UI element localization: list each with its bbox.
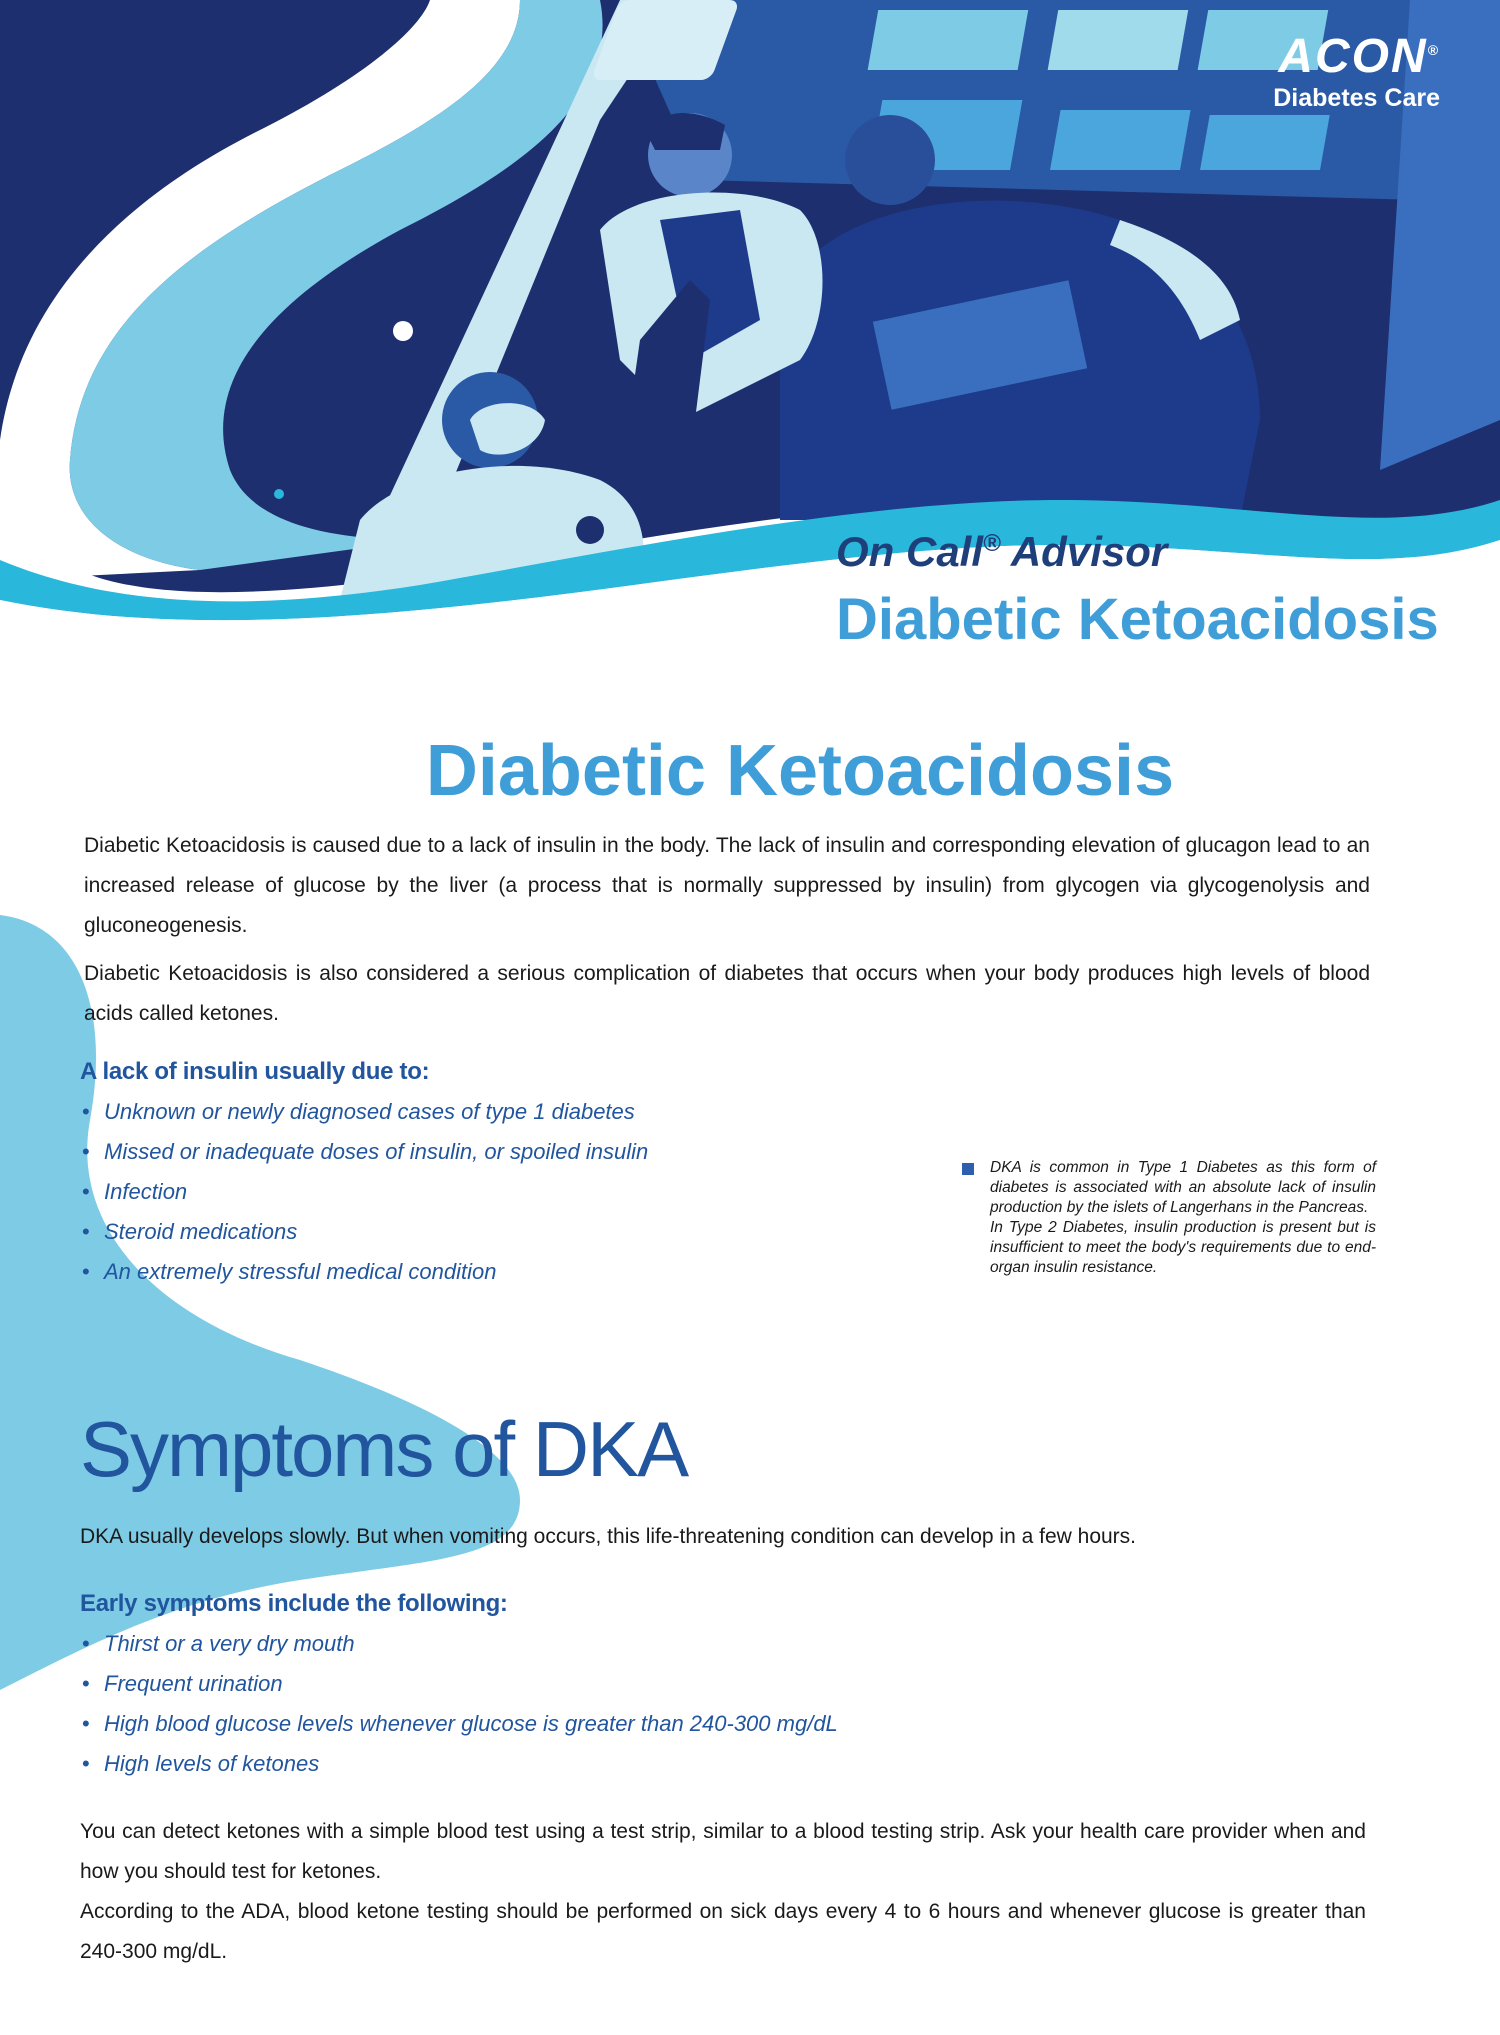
symptoms-intro: DKA usually develops slowly. But when vomiting occurs, this life-threatening condition can develop in a few hours.	[80, 1525, 1137, 1548]
list-item: • Unknown or newly diagnosed cases of type 1 diabetes	[82, 1092, 782, 1132]
early-symptoms-heading: Early symptoms include the following:	[80, 1590, 508, 1617]
logo-registered: ®	[1427, 42, 1440, 58]
list-item: • Missed or inadequate doses of insulin, or spoiled insulin	[82, 1132, 782, 1172]
series-suffix: Advisor	[1010, 528, 1168, 575]
acon-logo	[1273, 24, 1440, 113]
causes-heading: A lack of insulin usually due to:	[80, 1058, 430, 1085]
badge-shape	[576, 516, 604, 544]
window-pane	[868, 10, 1029, 70]
series-title	[836, 528, 1167, 576]
page-title: Diabetic Ketoacidosis	[425, 731, 1175, 811]
side-note-type1: DKA is common in Type 1 Diabetes as this form of diabetes is associated with an absolute lack of insulin production by the islets of Langerhans in the Pancreas.	[990, 1159, 1376, 1216]
logo-wordmark: ACON	[1278, 30, 1428, 83]
list-item: • Steroid medications	[82, 1212, 782, 1252]
testing-paragraph: According to the ADA, blood ketone testing should be performed on sick days every 4 to 6 hours and whenever glucose is greater than 240-300 mg/dL.	[80, 1900, 1366, 1963]
list-item: • An extremely stressful medical condition	[82, 1252, 782, 1292]
intro-paragraph: Diabetic Ketoacidosis is also considered a serious complication of diabetes that occurs when your body produces high levels of blood acids called ketones.	[84, 962, 1370, 1025]
logo-subtitle: Diabetes Care	[1273, 84, 1440, 112]
decorative-dot	[274, 489, 284, 499]
side-note	[962, 1158, 1376, 1278]
testing-paragraph: You can detect ketones with a simple blood test using a test strip, similar to a blood testing strip. Ask your health care provider when and how you should test for ketones.	[80, 1820, 1366, 1883]
window-pane	[1048, 10, 1189, 70]
list-item: • Thirst or a very dry mouth	[82, 1624, 1082, 1664]
side-note-type2: In Type 2 Diabetes, insulin production is present but is insufficient to meet the body's requirements due to end-organ insulin resistance.	[990, 1219, 1376, 1276]
hero-title: Diabetic Ketoacidosis	[836, 587, 1439, 652]
decorative-dot	[393, 321, 413, 341]
window-pane	[1200, 115, 1330, 170]
list-item: • Frequent urination	[82, 1664, 1082, 1704]
list-item: • High blood glucose levels whenever glucose is greater than 240-300 mg/dL	[82, 1704, 1082, 1744]
window-pane	[1050, 110, 1191, 170]
logo-mark	[1273, 24, 1440, 83]
symptoms-heading: Symptoms of DKA	[80, 1405, 688, 1493]
list-item: • High levels of ketones	[82, 1744, 1082, 1784]
person-head	[845, 115, 935, 205]
decorative-dot	[101, 115, 115, 129]
early-symptoms-list	[82, 1624, 1082, 1784]
series-name: On Call	[836, 528, 984, 575]
causes-list	[82, 1092, 782, 1292]
intro-paragraph: Diabetic Ketoacidosis is caused due to a lack of insulin in the body. The lack of insulin and corresponding elevation of glucagon lead to an increased release of glucose by the liver (a process that is normally suppressed by insulin) from glycogen via glycogenolysis and gluconeogenesis.	[84, 834, 1370, 937]
series-registered: ®	[983, 530, 1001, 557]
list-item: • Infection	[82, 1172, 782, 1212]
